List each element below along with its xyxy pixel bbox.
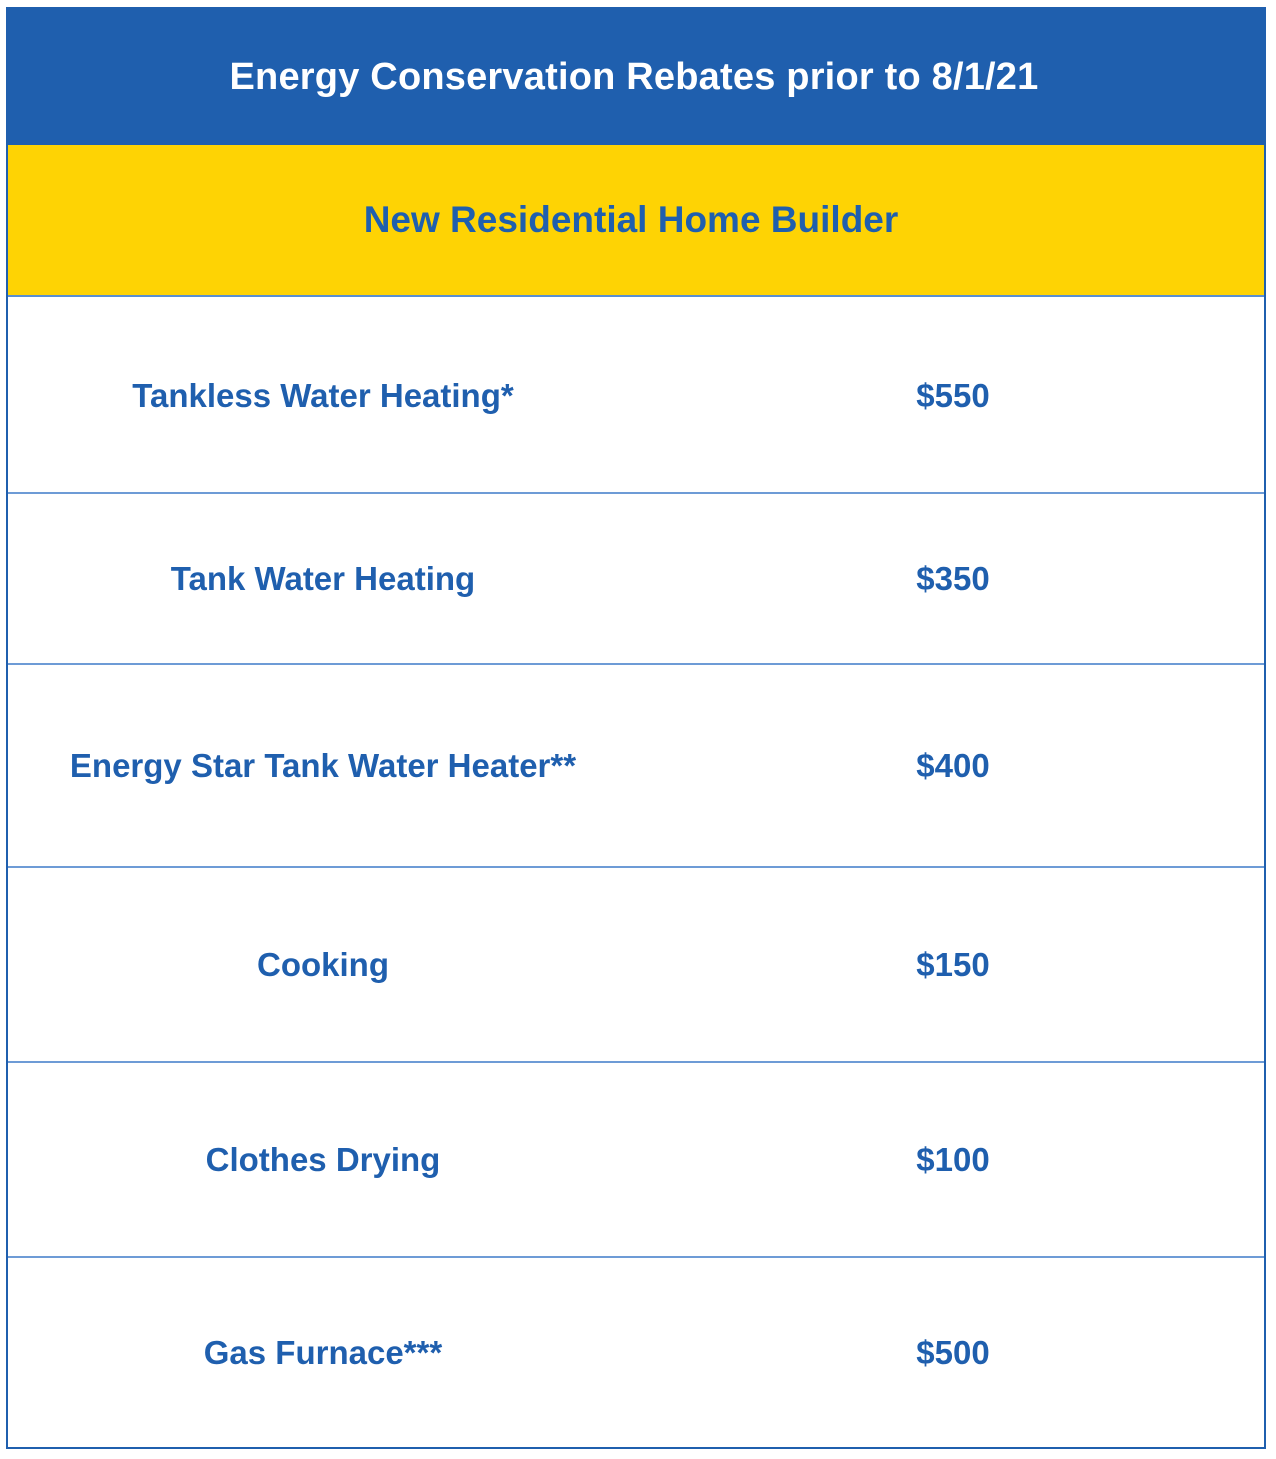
table-row bbox=[8, 494, 1264, 665]
row-item-label: Tank Water Heating bbox=[170, 559, 476, 597]
section-title: New Residential Home Builder bbox=[363, 199, 899, 240]
table-row bbox=[8, 868, 1264, 1063]
row-amount: $100 bbox=[916, 1140, 990, 1178]
row-amount: $500 bbox=[916, 1333, 990, 1371]
row-amount: $150 bbox=[916, 945, 990, 983]
row-amount: $550 bbox=[916, 376, 990, 414]
row-item-label: Tankless Water Heating* bbox=[132, 376, 514, 414]
table-row bbox=[8, 665, 1264, 868]
rebate-table bbox=[6, 7, 1266, 1449]
table-row bbox=[8, 299, 1264, 494]
table-row bbox=[8, 1063, 1264, 1258]
title-band bbox=[8, 9, 1264, 145]
row-item-label: Energy Star Tank Water Heater** bbox=[69, 746, 577, 784]
section-band bbox=[8, 145, 1264, 297]
row-item-label: Clothes Drying bbox=[205, 1140, 441, 1178]
row-amount: $350 bbox=[916, 559, 990, 597]
row-amount: $400 bbox=[916, 746, 990, 784]
table-row bbox=[8, 1258, 1264, 1447]
table-title: Energy Conservation Rebates prior to 8/1/21 bbox=[229, 55, 1039, 98]
row-item-label: Cooking bbox=[257, 945, 389, 983]
row-item-label: Gas Furnace*** bbox=[203, 1333, 443, 1371]
